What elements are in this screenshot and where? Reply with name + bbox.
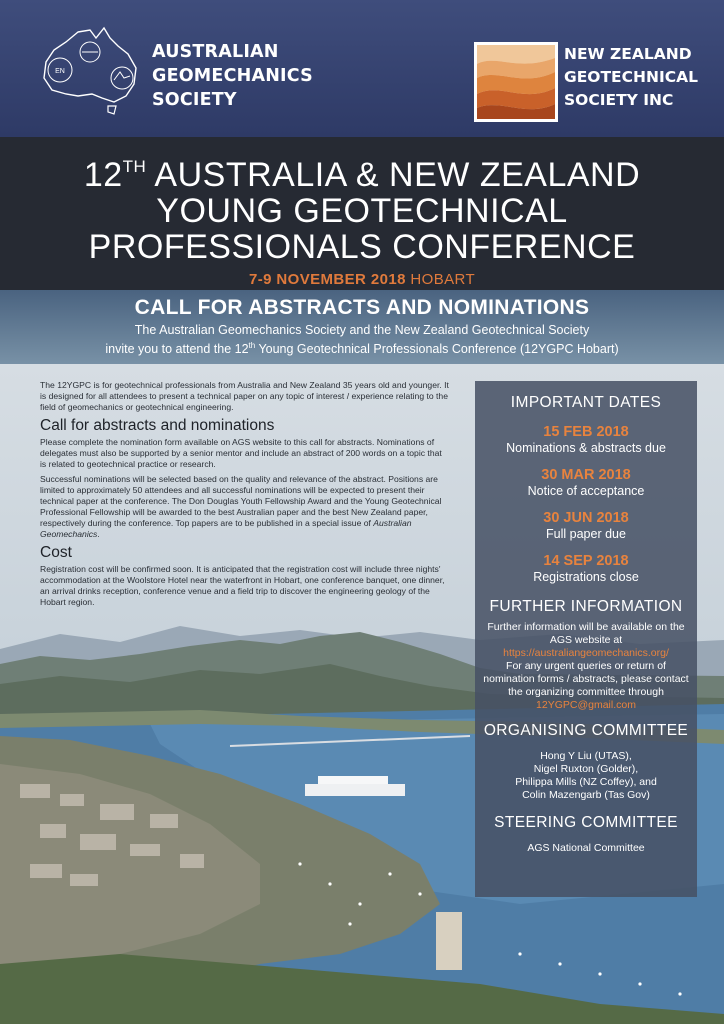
date-value: 14 SEP 2018 [543,553,629,569]
date-description: Registrations close [533,570,639,584]
nzgs-name-line: GEOTECHNICAL [564,68,698,86]
date-description: Notice of acceptance [527,484,645,498]
ags-name-line: AUSTRALIAN [152,42,279,62]
header-band [0,0,724,137]
journal-name: Australian Geomechanics [40,518,412,539]
date-description: Nominations & abstracts due [506,441,666,455]
conference-city: HOBART [410,271,476,288]
nzgs-name-line: SOCIETY INC [564,91,674,109]
contact-email-link[interactable]: 12YGPC@gmail.com [536,699,636,711]
body-text [40,380,450,612]
conference-date-range: 7-9 NOVEMBER 2018 [248,271,406,288]
organising-committee-heading: ORGANISING COMMITTEE [483,722,689,739]
svg-text:EN: EN [55,68,65,75]
ags-name [152,40,312,112]
title-line-1 [0,149,724,193]
important-dates-heading: IMPORTANT DATES [510,394,662,411]
date-description: Full paper due [546,527,626,541]
call-paragraph-2-end: . [97,529,100,539]
call-heading: CALL FOR ABSTRACTS AND NOMINATIONS [134,296,590,319]
call-subtitle-part: Young Geotechnical Professionals Conference (12YGPC Hobart) [255,342,619,357]
title-line-3: PROFESSIONALS CONFERENCE [88,228,636,266]
nzgs-name [564,43,714,112]
date-value: 30 JUN 2018 [543,510,629,526]
call-subtitle-sup: th [248,341,256,350]
call-paragraph-2-text: Successful nominations will be selected based on the quality and relevance of the abstract. Positions are limited to approximately 50 attendees and all successful nominations will be expected to present their technical paper at the conference. The Don Douglas Youth Fellowship Award and the Young Geotechnical Professional Fellowship will be awarded to the best Australian paper and the best New Zealand paper, respectively during the conference. Top papers are to be published in a special issue of [40,474,442,528]
further-info-text-b: For any urgent queries or return of nomination forms / abstracts, please contact the organizing committee through [483,660,689,698]
ags-name-line: GEOMECHANICS [152,66,313,86]
ags-name-line: SOCIETY [152,90,237,110]
title-number: 12 [83,156,123,194]
organising-committee-list [475,750,697,802]
committee-member: Hong Y Liu (UTAS), [540,750,632,762]
title-line-2: YOUNG GEOTECHNICAL [156,192,568,230]
nzgs-name-line: NEW ZEALAND [564,45,692,63]
cost-heading: Cost [40,544,72,561]
nzgs-logo [474,42,558,122]
date-value: 15 FEB 2018 [543,424,629,440]
call-section-heading: Call for abstracts and nominations [40,417,275,434]
call-subtitle [0,322,724,357]
info-panel [475,381,697,897]
ags-website-link[interactable]: https://australiangeomechanics.org/ [503,647,669,659]
further-info-heading: FURTHER INFORMATION [489,598,683,615]
call-subtitle-line-1: The Australian Geomechanics Society and the New Zealand Geotechnical Society [134,323,590,337]
ags-logo [38,24,150,116]
title-line-1-text: AUSTRALIA & NEW ZEALAND [154,156,641,194]
committee-member: Nigel Ruxton (Golder), [533,763,639,775]
further-info-text-a: Further information will be available on the AGS website at [487,621,685,646]
steering-committee-heading: STEERING COMMITTEE [494,814,678,831]
cost-paragraph: Registration cost will be confirmed soon. It is anticipated that the registration cost will include three nights' accommodation at the Woolstore Hotel near the waterfront in Hobart, one conference banquet, one dinner, an arrival drinks reception, conference venue and a field trip to discover the engineering geology of the Hobart region. [40,564,445,607]
further-info-text [475,621,697,712]
title-ordinal: TH [122,157,147,176]
call-subtitle-line-2 [0,338,724,357]
conference-dates [0,271,724,288]
committee-member: Colin Mazengarb (Tas Gov) [522,789,650,801]
conference-title-band [0,137,724,290]
intro-paragraph: The 12YGPC is for geotechnical professionals from Australia and New Zealand 35 years old and younger. It is designed for all attendees to present a technical paper on any topic of interest / experience relating to the field of geomechanics or geotechnical engineering. [40,380,449,412]
call-subtitle-part: invite you to attend the 12 [105,342,249,357]
committee-member: Philippa Mills (NZ Coffey), and [515,776,657,788]
steering-committee-text: AGS National Committee [527,842,645,854]
date-value: 30 MAR 2018 [541,467,631,483]
call-paragraph-2 [40,474,450,540]
call-paragraph-1: Please complete the nomination form available on AGS website to this call for abstracts. Nominations of delegates must also be supported by a senior mentor and include an abstract of 200 words on a topic that is related to geotechnical practice or research. [40,437,442,469]
call-band [0,290,724,364]
